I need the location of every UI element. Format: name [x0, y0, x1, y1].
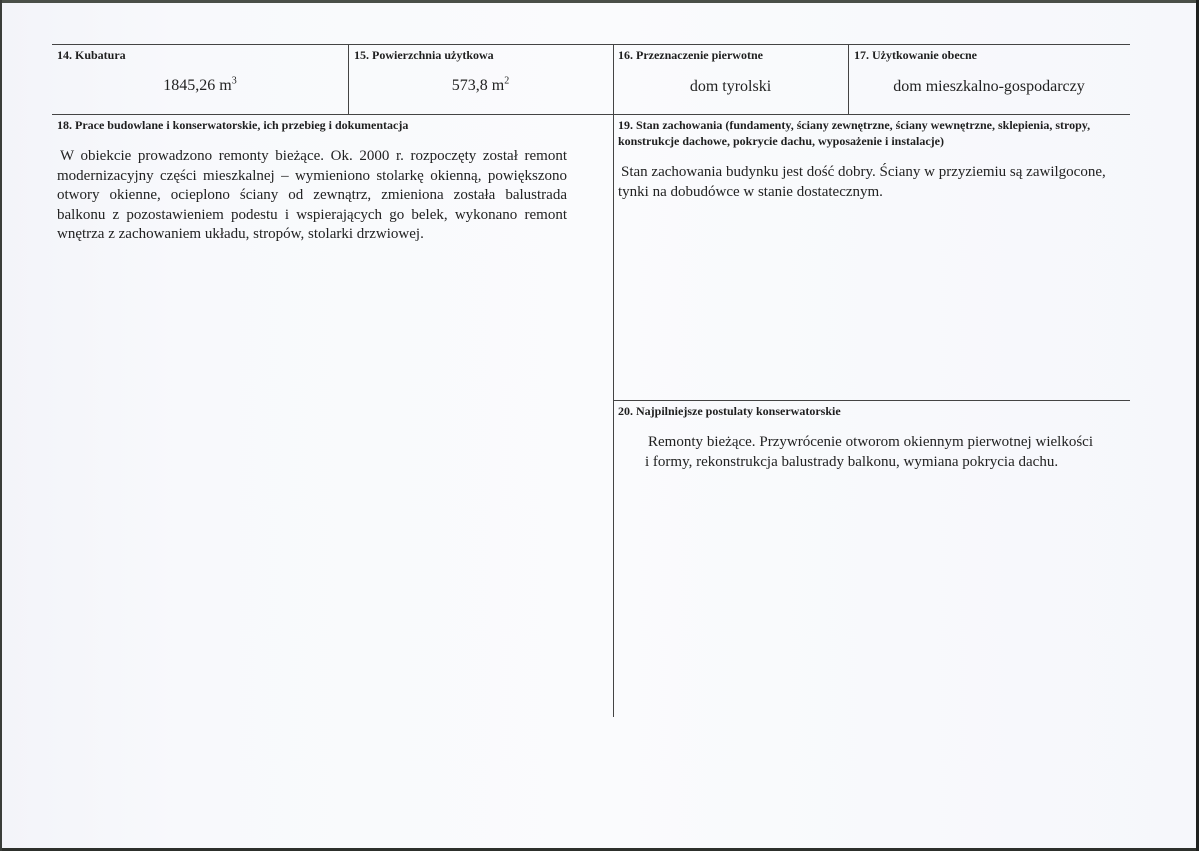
rule-top [52, 44, 1130, 45]
field-19-label: 19. Stan zachowania (fundamenty, ściany zewnętrzne, ściany wewnętrzne, sklepienia, stropy, konstrukcje dachowe, pokrycie dachu, wyposażenie i instalacje) [618, 118, 1091, 148]
scan-border-top [0, 0, 1199, 3]
field-17-value: dom mieszkalno-gospodarczy [893, 78, 1085, 95]
field-14-number: 1845,26 m [163, 77, 232, 94]
field-14-label: 14. Kubatura [57, 48, 126, 62]
rule-item20 [613, 400, 1130, 401]
rule-row2 [52, 114, 1130, 115]
field-16-label: 16. Przeznaczenie pierwotne [618, 48, 763, 62]
field-18-text: W obiekcie prowadzono remonty bieżące. Ok. 2000 r. rozpoczęty został remont modernizacyjny części mieszkalnej – wymieniono stolarkę okienną, powiększono otwory okienne, ocieplono ściany od zewnątrz, zmieniona została balustrada balkonu z pozostawieniem podestu i wspierających go belek, wykonano remont wnętrza z zachowaniem układu, stropów, stolarki drzwiowej. [57, 148, 567, 242]
scan-border-left [0, 0, 2, 851]
field-14-unit-exponent: 3 [231, 75, 237, 87]
field-14-value [52, 76, 348, 96]
field-19-text: Stan zachowania budynku jest dość dobry. Ściany w przyziemiu są zawilgocone, tynki na dobudówce w stanie dostatecznym. [618, 164, 1106, 200]
field-17-label: 17. Użytkowanie obecne [854, 48, 977, 62]
field-16-value: dom tyrolski [689, 78, 772, 95]
field-15-label: 15. Powierzchnia użytkowa [354, 48, 494, 62]
field-20-text: Remonty bieżące. Przywrócenie otworom okiennym pierwotnej wielkości i formy, rekonstrukcja balustrady balkonu, wymiana pokrycia dachu. [645, 434, 1093, 470]
field-15-value [348, 76, 613, 96]
field-15-number: 573,8 m [451, 77, 505, 94]
field-15-unit-exponent: 2 [504, 75, 510, 87]
field-20-label: 20. Najpilniejsze postulaty konserwatorskie [618, 404, 841, 418]
divider-center [613, 44, 614, 717]
field-18-label: 18. Prace budowlane i konserwatorskie, ich przebieg i dokumentacja [57, 118, 409, 132]
